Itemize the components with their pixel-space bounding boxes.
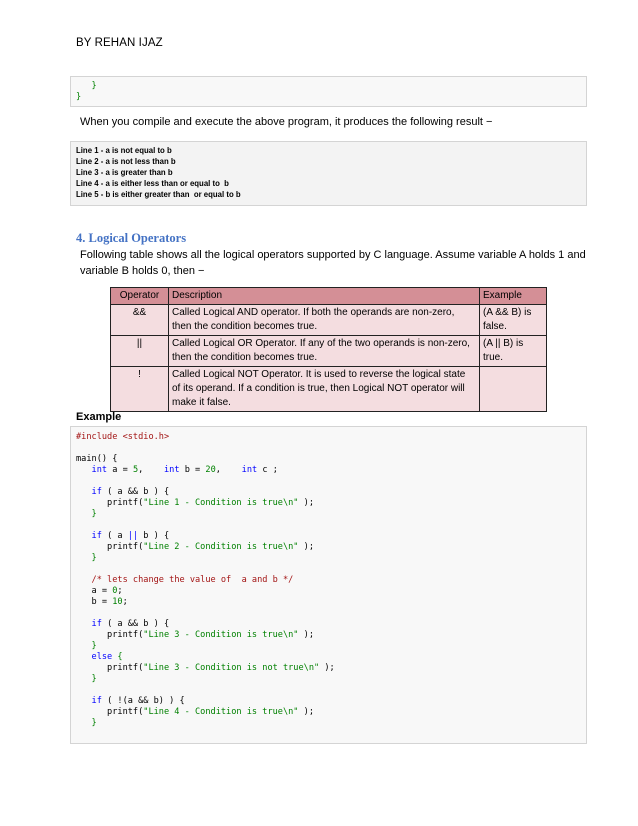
- description-cell: Called Logical NOT Operator. It is used to reverse the logical state of its operand. If a condition is true, then Logical NOT operator will make it false.: [169, 367, 480, 412]
- table-row: [111, 336, 547, 367]
- output-line: Line 4 - a is either less than or equal to b: [76, 179, 229, 188]
- code-line-blank: [71, 685, 586, 696]
- code-token: "Line 3 - Condition is not true\n": [143, 663, 320, 673]
- code-token: 10: [112, 597, 123, 607]
- operator-cell: !: [111, 367, 169, 412]
- code-token: }: [91, 553, 97, 563]
- logical-operators-table: [110, 287, 547, 412]
- code-token: b ) {: [138, 531, 170, 541]
- code-line: [71, 432, 586, 443]
- code-token: b =: [179, 465, 206, 475]
- code-token: if: [91, 619, 102, 629]
- code-comment: /* lets change the value of a and b */: [91, 575, 294, 585]
- code-token: );: [319, 663, 335, 673]
- header-operator: Operator: [111, 288, 169, 305]
- code-line: [71, 575, 586, 586]
- table-header-row: [111, 288, 547, 305]
- code-token: printf(: [107, 542, 144, 552]
- code-token: ;: [122, 597, 128, 607]
- code-line: [71, 531, 586, 542]
- code-token: int: [91, 465, 108, 475]
- code-token: c ;: [257, 465, 278, 475]
- code-line: }: [76, 92, 82, 102]
- code-token: );: [298, 630, 315, 640]
- code-token: "Line 1 - Condition is true\n": [143, 498, 299, 508]
- code-line: [71, 696, 586, 707]
- code-line: [71, 619, 586, 630]
- example-cell: (A && B) is false.: [480, 305, 547, 336]
- code-token: a =: [91, 586, 113, 596]
- output-line: Line 2 - a is not less than b: [76, 157, 176, 166]
- code-token: printf(: [107, 498, 144, 508]
- example-cell: [480, 367, 547, 412]
- code-line: }: [76, 81, 97, 91]
- code-line: [71, 465, 586, 476]
- code-line-blank: [71, 520, 586, 531]
- code-token: a =: [107, 465, 133, 475]
- code-token: ( !(a && b) ) {: [101, 696, 185, 706]
- output-line: Line 3 - a is greater than b: [76, 168, 173, 177]
- code-line-blank: [71, 564, 586, 575]
- code-line: [71, 718, 586, 729]
- code-token: }: [91, 674, 97, 684]
- code-line-blank: [71, 443, 586, 454]
- code-line: [71, 707, 586, 718]
- example-label: Example: [76, 411, 122, 423]
- code-token: "Line 2 - Condition is true\n": [143, 542, 299, 552]
- code-line: [71, 597, 586, 608]
- code-line: main() {: [76, 454, 118, 464]
- table-row: [111, 367, 547, 412]
- code-token: ( a: [101, 531, 128, 541]
- code-token: );: [298, 542, 315, 552]
- code-token: ;: [117, 586, 123, 596]
- code-line: [71, 674, 586, 685]
- code-token: else: [91, 652, 113, 662]
- code-token: "Line 4 - Condition is true\n": [143, 707, 299, 717]
- code-token: 0: [112, 586, 118, 596]
- code-token: "Line 3 - Condition is true\n": [143, 630, 299, 640]
- code-token: ( a && b ) {: [101, 487, 170, 497]
- code-token: ,: [138, 465, 164, 475]
- page-header-author: BY REHAN IJAZ: [76, 37, 163, 49]
- description-cell: Called Logical AND operator. If both the operands are non-zero, then the condition becomes true.: [169, 305, 480, 336]
- description-cell: Called Logical OR Operator. If any of the two operands is non-zero, then the condition becomes true.: [169, 336, 480, 367]
- code-line: [71, 663, 586, 674]
- code-token: if: [91, 487, 102, 497]
- code-token: ( a && b ) {: [101, 619, 170, 629]
- code-token: b =: [91, 597, 113, 607]
- table-row: [111, 305, 547, 336]
- code-token: if: [91, 531, 102, 541]
- code-token: }: [91, 718, 97, 728]
- header-example: Example: [480, 288, 547, 305]
- code-line-blank: [71, 476, 586, 487]
- code-token: #include: [76, 432, 118, 442]
- code-token: int: [241, 465, 258, 475]
- example-code-block: [70, 426, 587, 744]
- code-token: );: [298, 498, 315, 508]
- code-line: [71, 553, 586, 564]
- code-line-blank: [71, 608, 586, 619]
- code-token: }: [91, 509, 97, 519]
- code-token: }: [91, 641, 97, 651]
- code-token: int: [164, 465, 180, 475]
- program-output-box: [70, 141, 587, 206]
- code-token: printf(: [107, 707, 144, 717]
- code-line: [71, 586, 586, 597]
- code-snippet-continued: [70, 76, 587, 107]
- section-heading: 4. Logical Operators: [76, 231, 187, 245]
- code-token: ,: [215, 465, 242, 475]
- code-line: [71, 630, 586, 641]
- code-token: 20: [205, 465, 216, 475]
- section-description: Following table shows all the logical operators supported by C language. Assume variable A holds 1 and variable B holds 0, then −: [80, 249, 586, 277]
- code-token: {: [112, 652, 123, 662]
- example-cell: (A || B) is true.: [480, 336, 547, 367]
- code-token: ||: [127, 531, 139, 541]
- code-line: [71, 652, 586, 663]
- result-intro-text: When you compile and execute the above program, it produces the following result −: [80, 116, 493, 128]
- output-line: Line 5 - b is either greater than or equal to b: [76, 190, 241, 199]
- code-line: [71, 509, 586, 520]
- code-token: if: [91, 696, 102, 706]
- operator-cell: &&: [111, 305, 169, 336]
- code-token: <stdio.h>: [117, 432, 170, 442]
- output-line: Line 1 - a is not equal to b: [76, 146, 172, 155]
- operator-cell: ||: [111, 336, 169, 367]
- code-token: printf(: [107, 630, 144, 640]
- code-line: [71, 641, 586, 652]
- code-line: [71, 498, 586, 509]
- code-token: );: [298, 707, 315, 717]
- code-line: [71, 542, 586, 553]
- header-description: Description: [169, 288, 480, 305]
- code-line: [71, 487, 586, 498]
- code-token: printf(: [107, 663, 144, 673]
- code-token: 5: [132, 465, 139, 475]
